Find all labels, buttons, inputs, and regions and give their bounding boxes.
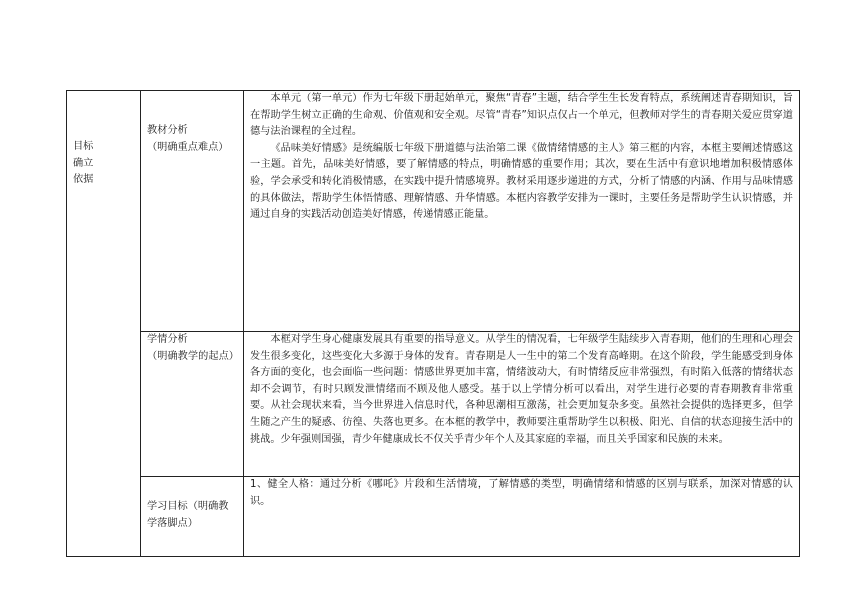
section-label-line: 确立: [73, 157, 94, 169]
lesson-plan-table: [66, 90, 800, 557]
paragraph: 本框对学生身心健康发展具有重要的指导意义。从学生的情况看，七年级学生陆续步入青春期，他们的生理和心理会发生很多变化，这些变化大多源于身体的发育。青春期是人一生中的第二个发育高峰期。在这个阶段，学生能感受到身体各方面的变化，也会面临一些问题：情感世界更加丰富，情绪波动大，有时情绪反应非常强烈，有时陷入低落的情绪状态却不会调节，有时只顾发泄情绪而不顾及他人感受。基于以上学情分析可以看出，对学生进行必要的青春期教育非常重要。从社会现状来看，当今世界进入信息时代，各种思潮相互激荡，社会更加复杂多变。虽然社会提供的选择更多，但学生随之产生的疑惑、彷徨、失落也更多。在本框的教学中，教师要注重帮助学生以积极、阳光、自信的状态迎接生活中的挑战。少年强则国强，青少年健康成长不仅关乎青少年个人及其家庭的幸福，而且关乎国家和民族的未来。: [250, 334, 793, 445]
paragraph: 本单元（第一单元）作为七年级下册起始单元，聚焦“青春”主题，结合学生生长发育特点，系统阐述青春期知识，旨在帮助学生树立正确的生命观、价值观和安全观。尽管“青春”知识点仅占一个单元，但教师对学生的青春期关爱应贯穿道德与法治课程的全过程。: [250, 93, 793, 138]
row-label-title: 学情分析: [147, 334, 188, 345]
row-label-note: （明确教学的起点）: [147, 350, 239, 362]
row-label-cell: [141, 332, 244, 477]
row-label-title: 教材分析: [147, 125, 188, 136]
table-row: [67, 477, 800, 557]
row-label-note: （明确重点难点）: [147, 141, 229, 153]
goal-item: 1、健全人格：通过分析《哪吒》片段和生活情境，了解情感的类型，明确情绪和情感的区别与联系，加深对情感的认识。: [250, 479, 793, 507]
row-label-cell: [141, 91, 244, 332]
content-cell: [244, 91, 800, 332]
table-row: [67, 332, 800, 477]
content-cell: [244, 477, 800, 557]
table-row: [67, 91, 800, 332]
section-label-cell: [67, 91, 141, 557]
row-label-title: 学习目标（明确教: [147, 501, 229, 512]
row-label-note: 学落脚点）: [147, 517, 198, 529]
paragraph: 《品味美好情感》是统编版七年级下册道德与法治第二课《做情绪情感的主人》第三框的内容，本框主要阐述情感这一主题。首先，品味美好情感，要了解情感的特点，明确情感的重要作用；其次，要在生活中有意识地增加积极情感体验，学会承受和转化消极情感，在实践中提升情感境界。教材采用逐步递进的方式，分析了情感的内涵、作用与品味情感的具体做法，帮助学生体悟情感、理解情感、升华情感。本框内容教学安排为一课时，主要任务是帮助学生认识情感，并通过自身的实践活动创造美好情感，传递情感正能量。: [250, 142, 793, 221]
content-cell: [244, 332, 800, 477]
section-label-line: 依据: [73, 174, 94, 186]
row-label-cell: [141, 477, 244, 557]
section-label-line: 目标: [73, 141, 94, 152]
